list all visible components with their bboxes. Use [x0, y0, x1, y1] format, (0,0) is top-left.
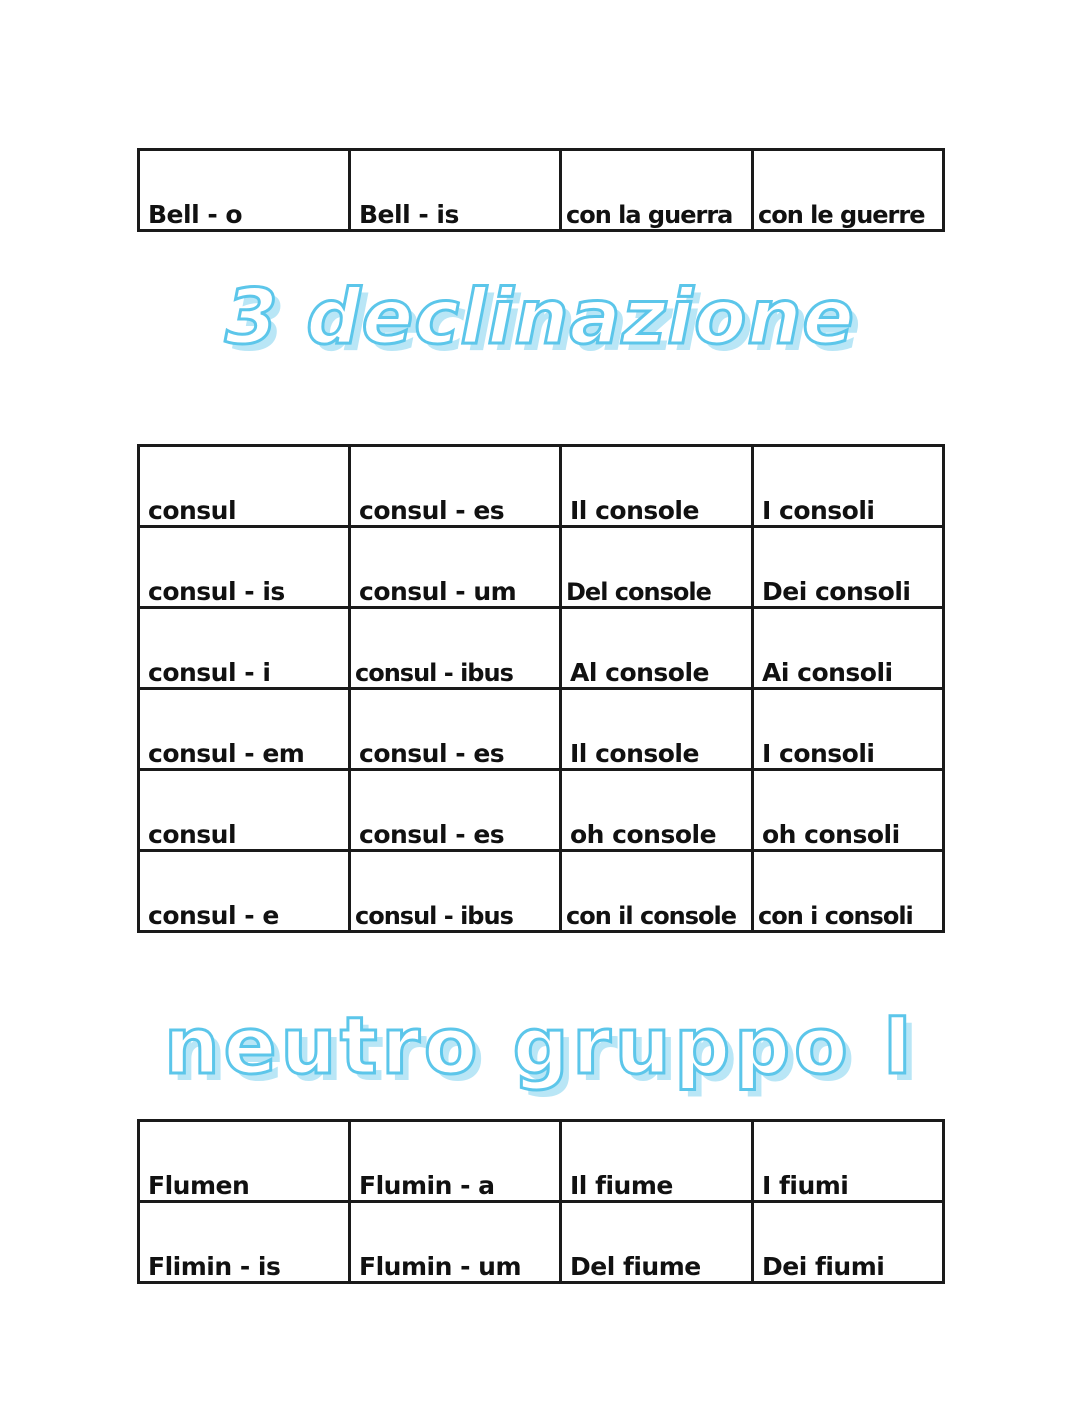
table-cell: Ai consoli	[753, 608, 944, 689]
table-row	[139, 1121, 944, 1202]
table-cell: I consoli	[753, 689, 944, 770]
table-cell: Del fiume	[561, 1202, 753, 1283]
table-cell: Il console	[561, 689, 753, 770]
table-cell: Bell - o	[139, 150, 350, 231]
table-cell: consul - ibus	[350, 608, 561, 689]
table-cell: Flimin - is	[139, 1202, 350, 1283]
table-cell: consul - ibus	[350, 851, 561, 932]
table-row	[139, 150, 944, 231]
declension-table-consul	[137, 444, 945, 933]
table-cell: Flumin - um	[350, 1202, 561, 1283]
table-cell: consul - e	[139, 851, 350, 932]
table-row	[139, 1202, 944, 1283]
table-row	[139, 770, 944, 851]
table-cell: Del console	[561, 527, 753, 608]
table-cell: Al console	[561, 608, 753, 689]
table-cell: Il console	[561, 446, 753, 527]
table-cell: consul	[139, 446, 350, 527]
table-cell: I fiumi	[753, 1121, 944, 1202]
table-row	[139, 527, 944, 608]
table-cell: consul - em	[139, 689, 350, 770]
table-cell: Il fiume	[561, 1121, 753, 1202]
declension-table-flumen	[137, 1119, 945, 1284]
declension-table-first	[137, 148, 945, 232]
section-heading-neuter: neutro gruppo I	[164, 1002, 916, 1092]
table-cell: consul - um	[350, 527, 561, 608]
table-cell: consul - es	[350, 770, 561, 851]
table-cell: con il console	[561, 851, 753, 932]
table-cell: I consoli	[753, 446, 944, 527]
table-row	[139, 689, 944, 770]
table-cell: oh console	[561, 770, 753, 851]
table-cell: consul - es	[350, 446, 561, 527]
table-cell: oh consoli	[753, 770, 944, 851]
table-row	[139, 851, 944, 932]
table-cell: consul - es	[350, 689, 561, 770]
table-cell: Dei consoli	[753, 527, 944, 608]
table-cell: con le guerre	[753, 150, 944, 231]
section-heading-declension: 3 declinazione	[225, 272, 855, 361]
table-cell: con i consoli	[753, 851, 944, 932]
table-row	[139, 608, 944, 689]
table-cell: con la guerra	[561, 150, 753, 231]
table-cell: Flumin - a	[350, 1121, 561, 1202]
table-cell: consul - i	[139, 608, 350, 689]
table-cell: Dei fiumi	[753, 1202, 944, 1283]
table-cell: Bell - is	[350, 150, 561, 231]
table-cell: consul - is	[139, 527, 350, 608]
table-row	[139, 446, 944, 527]
table-cell: consul	[139, 770, 350, 851]
table-cell: Flumen	[139, 1121, 350, 1202]
